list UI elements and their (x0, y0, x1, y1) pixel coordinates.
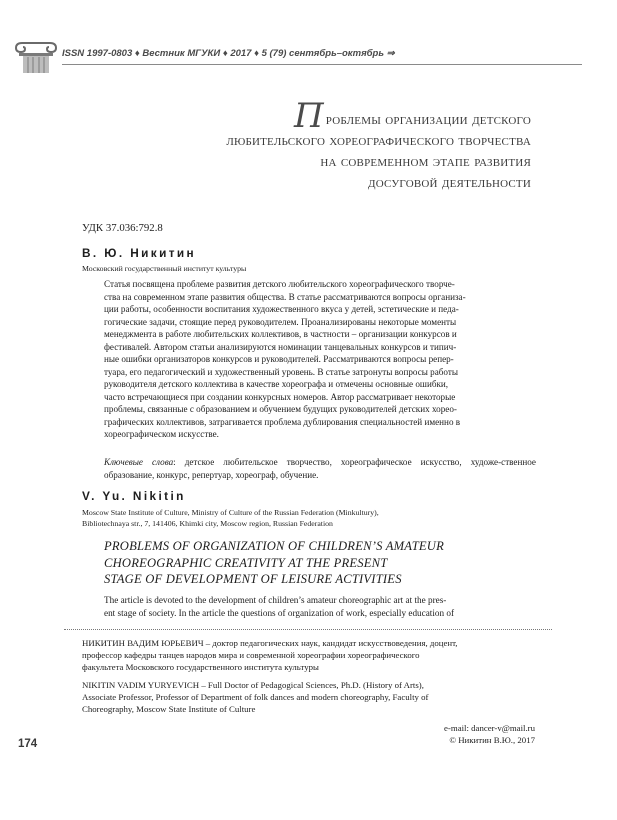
journal-header-line: ISSN 1997-0803 ♦ Вестник МГУКИ ♦ 2017 ♦ 5 (79) сентябрь–октябрь ⇒ (62, 48, 395, 59)
author-bio-ru: НИКИТИН ВАДИМ ЮРЬЕВИЧ – доктор педагогических наук, кандидат искусствоведения, доцент, профессор кафедры танцев народов мира и современной хореографии хореографического факультета Московского государственного института культуры (82, 638, 458, 672)
article-title-en: PROBLEMS OF ORGANIZATION OF CHILDREN’S AMATEUR CHOREOGRAPHIC CREATIVITY AT THE PRESENT STAGE OF DEVELOPMENT OF LEISURE ACTIVITIES (104, 539, 444, 586)
abstract-ru: Статья посвящена проблеме развития детского любительского хореографического творче- ства на современном этапе развития общества. В статье рассматриваются вопросы организа- ции работы, особенности воспитания художественного вкуса у детей, эстетические и педа- гогические задачи, стоящие перед руководителем. Проанализированы некоторые моменты менеджмента в работе любительских коллективов, в частности – организации конкурсов и фестивалей. Автором статьи анализируются номинации танцевальных конкурсов и типич- ные ошибки организаторов конкурсов и руководителей. Рассматриваются вопросы репер- туара, его педагогический и художественный уровень. В статье затронуты вопросы работы руководителя детского коллектива в качестве хореографа и отмечены основные ошибки, часто встречающиеся при создании конкурсных номеров. Автор рассматривает некоторые проблемы, связанные с образованием и обучением будущих руководителей детских хорео- графических коллективов, затрагивается проблема дублирования специальностей именно в хореографическом искусстве. (104, 279, 466, 439)
affiliation-en: Moscow State Institute of Culture, Ministry of Culture of the Russian Federation (Minkultury), Bibliotechnaya str., 7, 141406, Khimki city, Moscow region, Russian Federation (82, 508, 379, 528)
udc-code: УДК 37.036:792.8 (82, 222, 163, 234)
article-title-ru (51, 96, 531, 192)
header-rule (62, 64, 582, 65)
keywords-label: Ключевые слова (104, 457, 174, 467)
title-line-4: досуговой деятельности (368, 172, 531, 191)
title-line-2: любительского хореографического творчества (226, 130, 531, 149)
title-drop-initial: П (293, 96, 324, 136)
column-capital-logo-icon (14, 40, 58, 74)
title-line-1-text: роблемы организации детского (325, 109, 531, 128)
keywords-text: : детское любительское творчество, хореографическое искусство, художе-ственное образование, конкурс, репертуар, хореограф, обучение. (104, 457, 536, 480)
author-bio-en: NIKITIN VADIM YURYEVICH – Full Doctor of Pedagogical Sciences, Ph.D. (History of Arts), Associate Professor, Professor of Department of folk dances and modern choreography, Faculty of Choreography, Moscow State Institute of Culture (82, 680, 429, 714)
abstract-en: The article is devoted to the development of children’s amateur choreographic art at the pres- ent stage of society. In the article the questions of organization of work, especially education of (104, 595, 455, 618)
author-email[interactable]: e-mail: dancer-v@mail.ru (444, 723, 535, 733)
title-line-3: на современном этапе развития (320, 151, 531, 170)
keywords-ru (104, 456, 536, 481)
copyright-notice: © Никитин В.Ю., 2017 (449, 735, 535, 745)
page-number: 174 (18, 738, 38, 750)
author-name-en: V. Yu. Nikitin (82, 489, 186, 503)
footnote-separator (64, 629, 552, 630)
affiliation-ru: Московский государственный институт культуры (82, 264, 247, 273)
title-line-1 (51, 96, 531, 136)
author-name-ru: В. Ю. Никитин (82, 246, 197, 260)
